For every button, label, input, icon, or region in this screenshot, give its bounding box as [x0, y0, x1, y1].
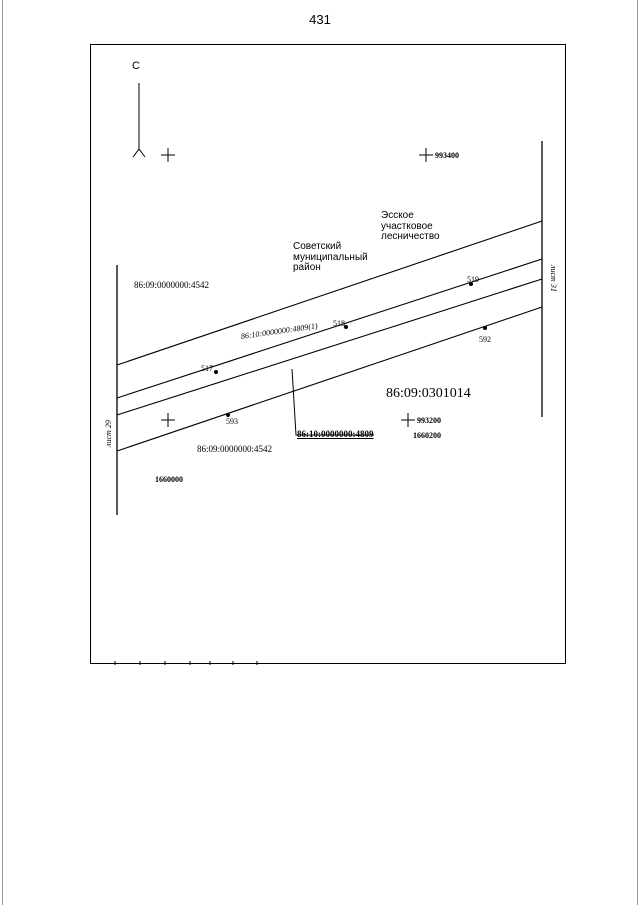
- page-edge-right: [637, 0, 638, 905]
- sheet-label-right: лист 31: [549, 265, 558, 292]
- page-number: 431: [309, 12, 331, 27]
- callout-leader: [292, 369, 374, 435]
- strip-part-label: 86:10:0000000:4809(1): [240, 321, 319, 341]
- grid-cross-top-left: [161, 148, 175, 162]
- district-label: Советский муниципальный район: [293, 241, 368, 273]
- point-label-518: 518: [333, 319, 345, 328]
- sheet-label-left: лист 29: [104, 420, 113, 447]
- boundary-line-3: [117, 279, 542, 415]
- point-592-marker: [483, 326, 487, 330]
- bottom-ruler-ticks: [115, 661, 257, 665]
- page-edge-left: [2, 0, 3, 905]
- map-graphics: [91, 45, 567, 665]
- grid-cross-top-right: [419, 148, 433, 162]
- grid-cross-bottom-right: [401, 413, 415, 427]
- parcel-label-lower-left: 86:09:0000000:4542: [197, 444, 273, 454]
- strip-parcel-label: 86:10:0000000:4809: [297, 429, 374, 439]
- grid-cross-bottom-left: [161, 413, 175, 427]
- grid-label-x-left: 1660000: [155, 475, 183, 484]
- forestry-label: Эсское участковое лесничество: [381, 210, 440, 242]
- point-label-517: 517: [201, 364, 213, 373]
- point-517-marker: [214, 370, 218, 374]
- north-label: С: [132, 60, 140, 72]
- grid-label-x-right: 1660200: [413, 431, 441, 440]
- cadastral-map: [90, 44, 566, 664]
- point-label-592: 592: [479, 335, 491, 344]
- point-label-519: 519: [467, 275, 479, 284]
- quarter-label: 86:09:0301014: [386, 386, 471, 401]
- north-arrow-head: [133, 149, 145, 157]
- point-label-593: 593: [226, 417, 238, 426]
- parcel-label-upper-left: 86:09:0000000:4542: [134, 280, 210, 290]
- grid-label-y-top: 993400: [435, 151, 459, 160]
- grid-label-y-bottom: 993200: [417, 416, 441, 425]
